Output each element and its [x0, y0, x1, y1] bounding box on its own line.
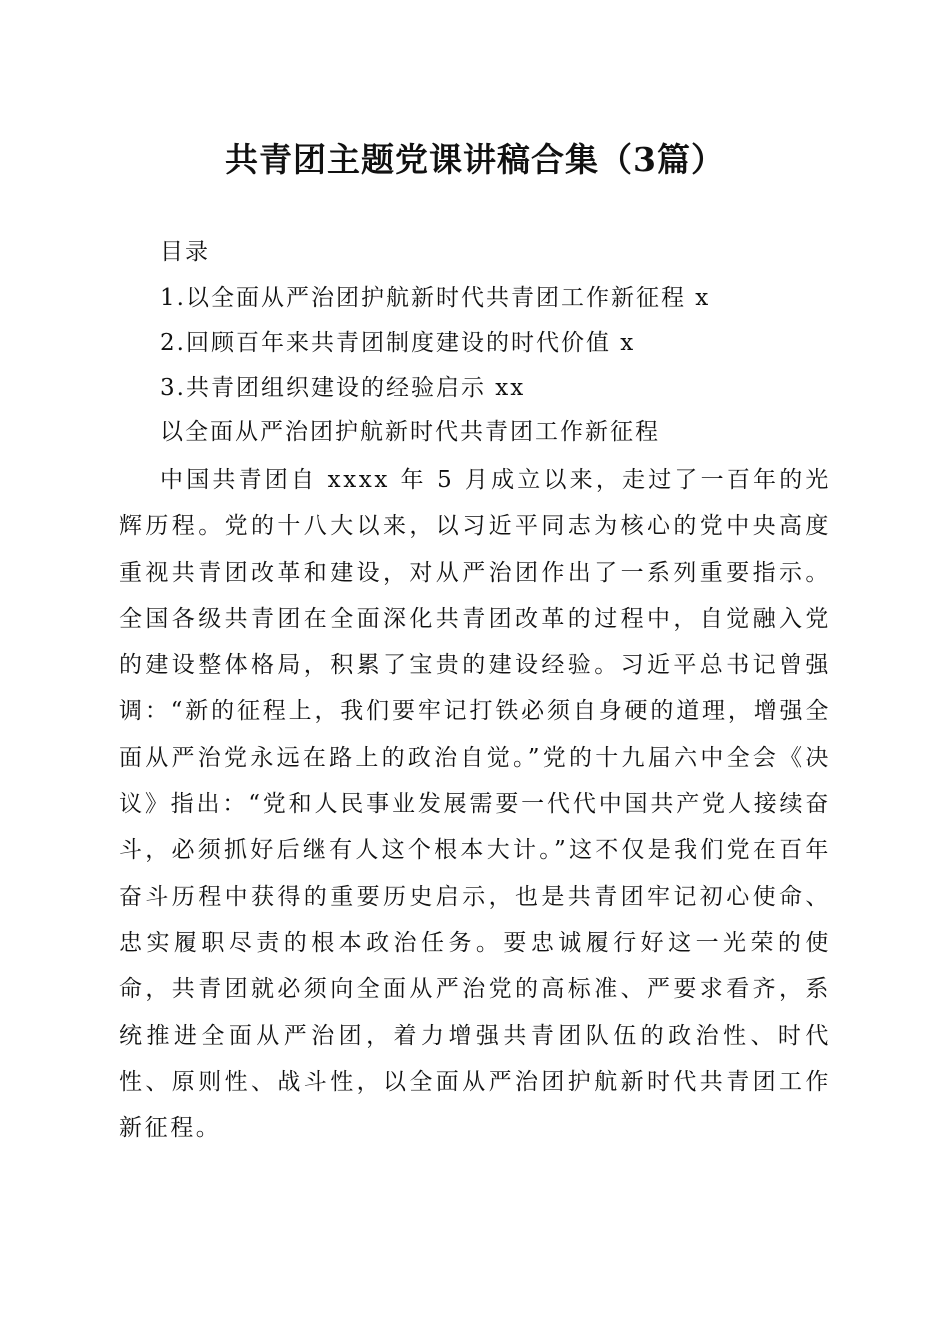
toc-item-1: 1.以全面从严治团护航新时代共青团工作新征程 x	[160, 285, 711, 311]
document-title: 共青团主题党课讲稿合集（3篇）	[225, 140, 725, 179]
body-paragraph: 中国共青团自 xxxx 年 5 月成立以来，走过了一百年的光辉历程。党的十八大以来，以习近平同志为核心的党中央高度重视共青团改革和建设，对从严治团作出了一系列重要指示。全国各级共青团在全面深化共青团改革的过程中，自觉融入党的建设整体格局，积累了宝贵的建设经验。习近平总书记曾强调：“新的征程上，我们要牢记打铁必须自身硬的道理，增强全面从严治党永远在路上的政治自觉。”党的十九届六中全会《决议》指出：“党和人民事业发展需要一代代中国共产党人接续奋斗，必须抓好后继有人这个根本大计。”这不仅是我们党在百年奋斗历程中获得的重要历史启示，也是共青团牢记初心使命、忠实履职尽责的根本政治任务。要忠诚履行好这一光荣的使命，共青团就必须向全面从严治党的高标准、严要求看齐，系统推进全面从严治团，着力增强共青团队伍的政治性、时代性、原则性、战斗性，以全面从严治团护航新时代共青团工作新征程。	[119, 467, 831, 1142]
section-heading: 以全面从严治团护航新时代共青团工作新征程	[160, 419, 660, 445]
toc-item-3: 3.共青团组织建设的经验启示 xx	[160, 375, 526, 401]
toc-heading: 目录	[160, 239, 210, 265]
toc-item-2: 2.回顾百年来共青团制度建设的时代价值 x	[160, 330, 636, 356]
